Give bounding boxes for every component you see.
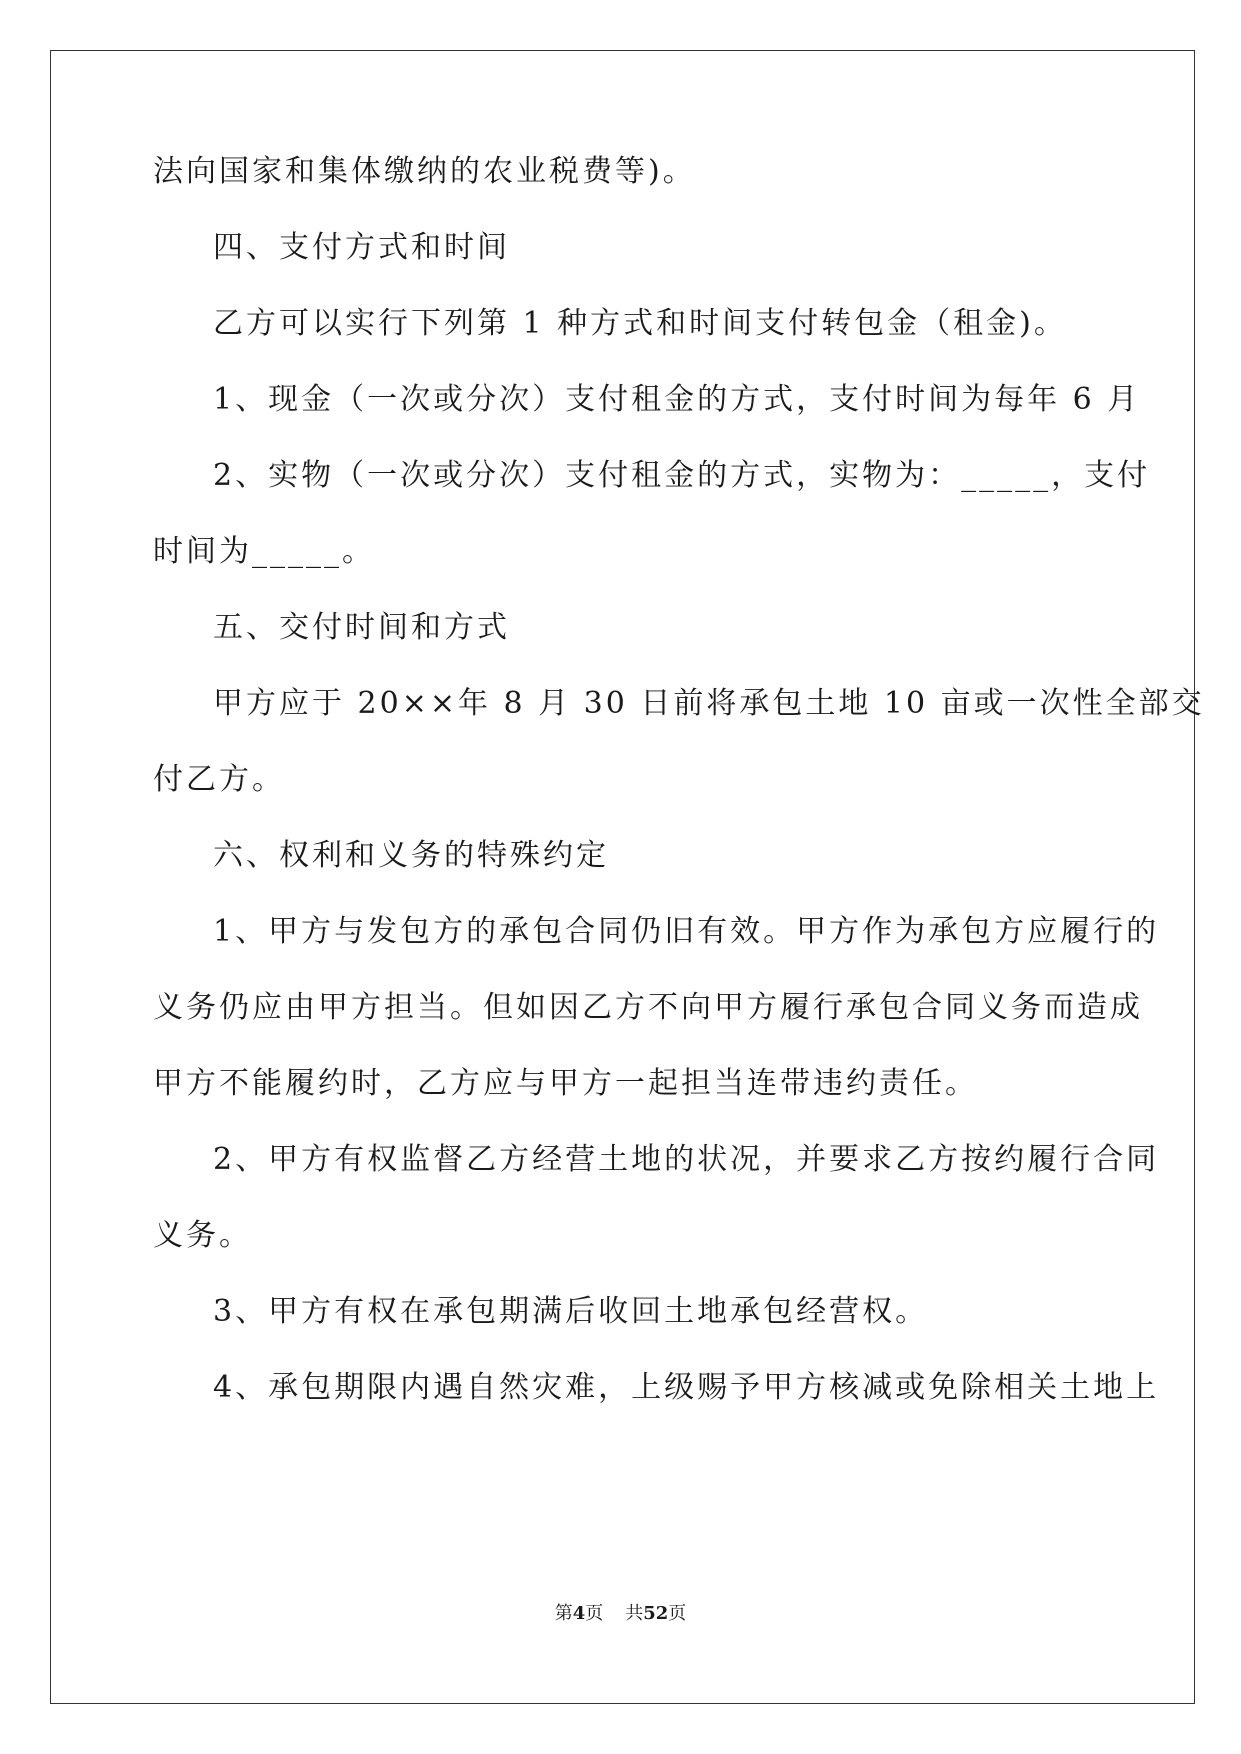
text-line: 2、实物（一次或分次）支付租金的方式，实物为：_____，支付 [213,458,1151,493]
text-line: 甲方不能履约时，乙方应与甲方一起担当连带违约责任。 [153,1066,978,1101]
page-footer [0,1602,1241,1626]
text-line: 义务。 [153,1218,252,1253]
text-line: 时间为_____。 [153,534,375,569]
page-number: 4 [572,1603,586,1624]
text-line: 法向国家和集体缴纳的农业税费等)。 [153,154,696,189]
section-heading: 五、交付时间和方式 [213,610,510,645]
total-suffix: 页 [668,1603,687,1624]
total-pages: 52 [643,1603,669,1624]
text-line: 乙方可以实行下列第 1 种方式和时间支付转包金（租金)。 [213,306,1067,341]
text-line: 4、承包期限内遇自然灾难，上级赐予甲方核减或免除相关土地上 [213,1370,1160,1405]
section-heading: 四、支付方式和时间 [213,230,510,265]
text-line: 义务仍应由甲方担当。但如因乙方不向甲方履行承包合同义务而造成 [153,990,1143,1025]
page-border [50,50,1195,1704]
text-line: 付乙方。 [153,762,285,797]
page-suffix: 页 [585,1603,604,1624]
text-line: 1、现金（一次或分次）支付租金的方式，支付时间为每年 6 月 [213,382,1141,417]
text-line: 2、甲方有权监督乙方经营土地的状况，并要求乙方按约履行合同 [213,1142,1160,1177]
text-line: 3、甲方有权在承包期满后收回土地承包经营权。 [213,1294,929,1329]
text-line: 甲方应于 20××年 8 月 30 日前将承包土地 10 亩或一次性全部交 [213,686,1205,721]
total-prefix: 共 [625,1603,644,1624]
section-heading: 六、权利和义务的特殊约定 [213,838,609,873]
text-line: 1、甲方与发包方的承包合同仍旧有效。甲方作为承包方应履行的 [213,914,1160,949]
page-prefix: 第 [554,1603,573,1624]
